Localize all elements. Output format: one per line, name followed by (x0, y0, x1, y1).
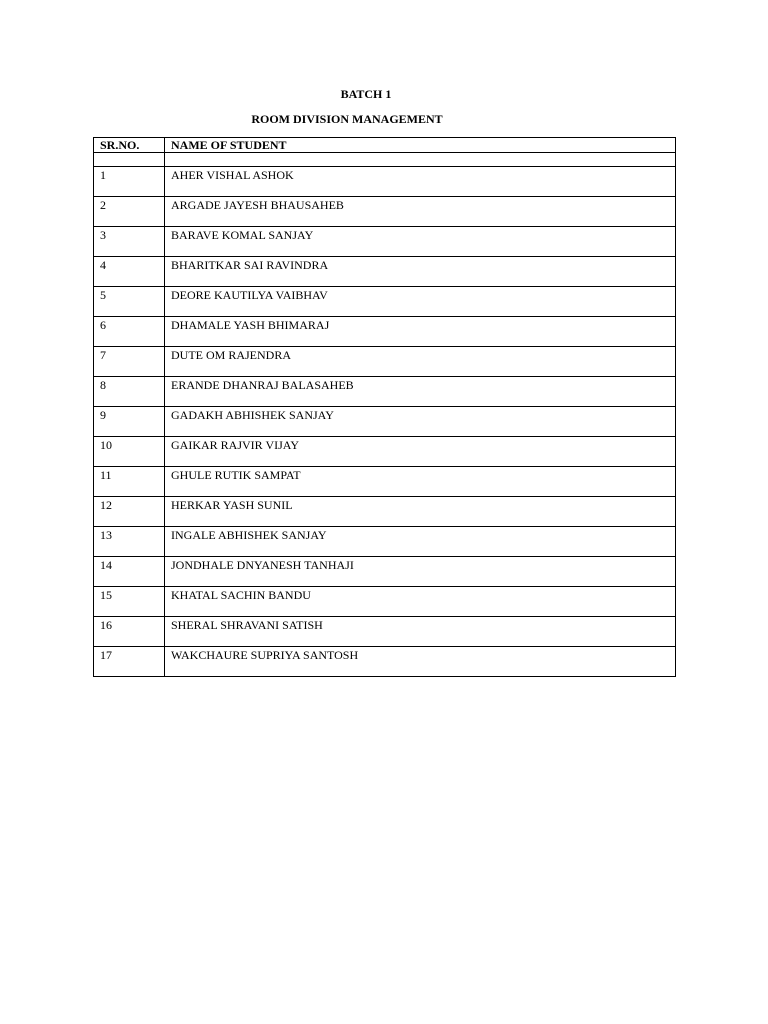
table-row (94, 257, 676, 287)
student-name-cell: AHER VISHAL ASHOK (165, 167, 676, 197)
table-row (94, 407, 676, 437)
sr-no-cell: 5 (94, 287, 165, 317)
student-name-cell: WAKCHAURE SUPRIYA SANTOSH (165, 647, 676, 677)
header-sr-no: SR.NO. (94, 138, 165, 153)
student-name-cell: INGALE ABHISHEK SANJAY (165, 527, 676, 557)
sr-no-cell: 8 (94, 377, 165, 407)
blank-row (94, 153, 676, 167)
sr-no-cell: 12 (94, 497, 165, 527)
sr-no-cell: 15 (94, 587, 165, 617)
sr-no-cell: 4 (94, 257, 165, 287)
sr-no-cell: 14 (94, 557, 165, 587)
student-name-cell: HERKAR YASH SUNIL (165, 497, 676, 527)
table-row (94, 587, 676, 617)
sr-no-cell: 11 (94, 467, 165, 497)
student-name-cell: GHULE RUTIK SAMPAT (165, 467, 676, 497)
student-name-cell: JONDHALE DNYANESH TANHAJI (165, 557, 676, 587)
subject-title: ROOM DIVISION MANAGEMENT (251, 112, 443, 126)
sr-no-cell: 16 (94, 617, 165, 647)
table-row (94, 497, 676, 527)
table-row (94, 437, 676, 467)
blank-cell (165, 153, 676, 167)
sr-no-cell: 10 (94, 437, 165, 467)
table-row (94, 287, 676, 317)
sr-no-cell: 6 (94, 317, 165, 347)
student-name-cell: BARAVE KOMAL SANJAY (165, 227, 676, 257)
sr-no-cell: 13 (94, 527, 165, 557)
table-row (94, 377, 676, 407)
table-row (94, 347, 676, 377)
table-row (94, 617, 676, 647)
blank-cell (94, 153, 165, 167)
table-row (94, 647, 676, 677)
table-row (94, 227, 676, 257)
table-header-row (94, 138, 676, 153)
table-row (94, 317, 676, 347)
student-name-cell: BHARITKAR SAI RAVINDRA (165, 257, 676, 287)
student-name-cell: DUTE OM RAJENDRA (165, 347, 676, 377)
table-row (94, 467, 676, 497)
batch-title: BATCH 1 (340, 87, 392, 101)
student-name-cell: DEORE KAUTILYA VAIBHAV (165, 287, 676, 317)
student-name-cell: ERANDE DHANRAJ BALASAHEB (165, 377, 676, 407)
table-body (94, 153, 676, 677)
table-row (94, 557, 676, 587)
table-row (94, 167, 676, 197)
student-name-cell: KHATAL SACHIN BANDU (165, 587, 676, 617)
sr-no-cell: 2 (94, 197, 165, 227)
sr-no-cell: 9 (94, 407, 165, 437)
sr-no-cell: 7 (94, 347, 165, 377)
student-name-cell: SHERAL SHRAVANI SATISH (165, 617, 676, 647)
sr-no-cell: 17 (94, 647, 165, 677)
table-row (94, 527, 676, 557)
student-name-cell: ARGADE JAYESH BHAUSAHEB (165, 197, 676, 227)
table-row (94, 197, 676, 227)
header-student-name: NAME OF STUDENT (165, 138, 676, 153)
student-name-cell: GAIKAR RAJVIR VIJAY (165, 437, 676, 467)
student-name-cell: DHAMALE YASH BHIMARAJ (165, 317, 676, 347)
student-table (93, 137, 676, 677)
sr-no-cell: 3 (94, 227, 165, 257)
sr-no-cell: 1 (94, 167, 165, 197)
student-name-cell: GADAKH ABHISHEK SANJAY (165, 407, 676, 437)
